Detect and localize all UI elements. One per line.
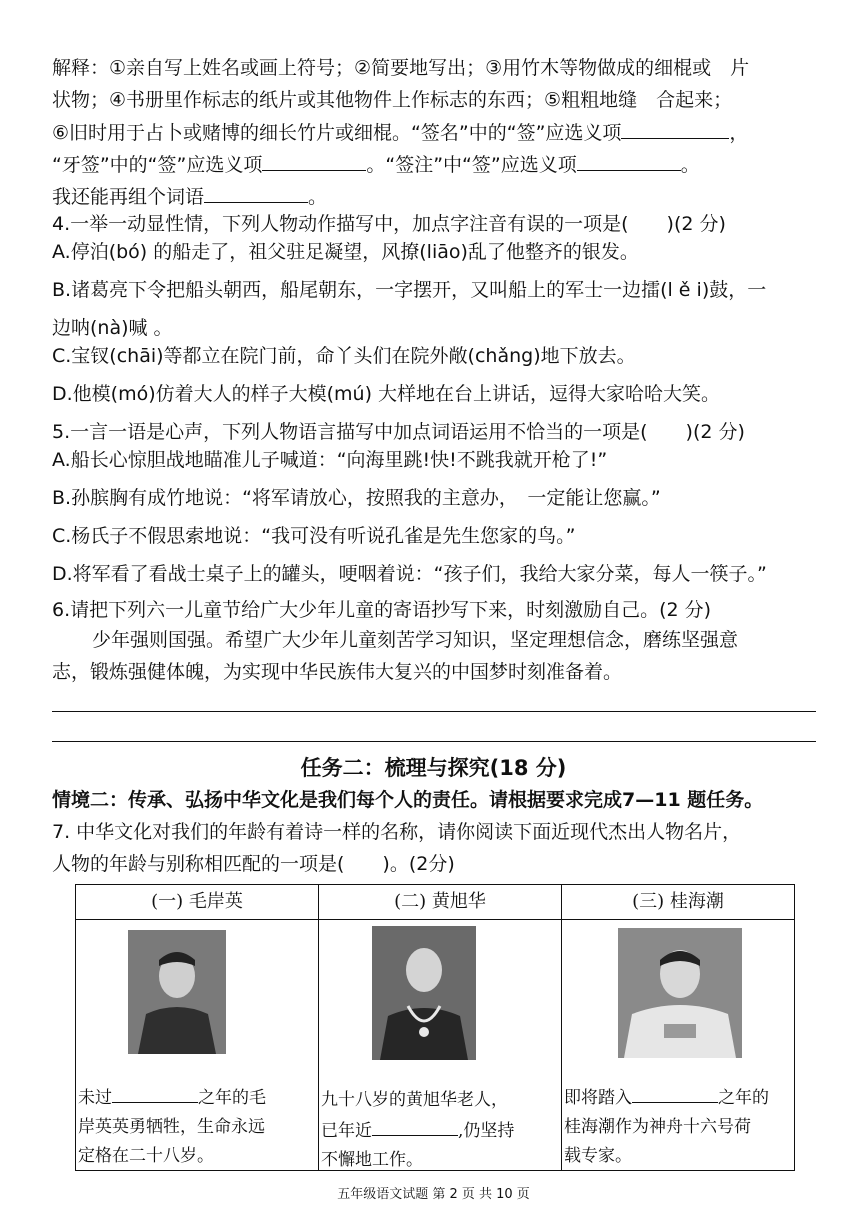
q3-punct: 。 bbox=[680, 154, 700, 176]
q3-text: 我还能再组个词语 bbox=[52, 186, 205, 208]
card-text-part: 桂海潮作为神舟十六号荷 bbox=[564, 1117, 751, 1137]
card-text-part: 载专家。 bbox=[564, 1146, 632, 1166]
q3-definition-line-3 bbox=[52, 118, 748, 147]
card-text-part: 即将踏入 bbox=[564, 1088, 632, 1108]
portrait-image bbox=[372, 926, 476, 1060]
task2-title: 任务二：梳理与探究(18 分) bbox=[300, 756, 567, 780]
q7-stem-line-1: 7. 中华文化对我们的年龄有着诗一样的名称，请你阅读下面近现代杰出人物名片， bbox=[52, 821, 742, 843]
section-divider bbox=[52, 741, 816, 742]
card-gui-haichao bbox=[562, 920, 795, 1171]
portrait-photo bbox=[372, 926, 476, 1060]
card-text-part: 定格在二十八岁。 bbox=[78, 1146, 214, 1166]
card-text-part: ,仍坚持 bbox=[458, 1121, 515, 1141]
q5-stem: 5.一言一语是心声，下列人物语言描写中加点词语运用不恰当的一项是( )(2 分) bbox=[52, 421, 745, 443]
answer-blank-gui-age[interactable] bbox=[632, 1082, 718, 1103]
q5-option-c[interactable]: C.杨氏子不假思索地说：“我可没有听说孔雀是先生您家的鸟。” bbox=[52, 525, 576, 547]
card-text bbox=[564, 1082, 790, 1171]
q5-option-a[interactable]: A.船长心惊胆战地瞄准儿子喊道：“向海里跳!快!不跳我就开枪了!” bbox=[52, 449, 608, 471]
card-text-part: 不懈地工作。 bbox=[321, 1150, 423, 1170]
card-text-part: 已年近 bbox=[321, 1121, 372, 1141]
q4-option-b-line-2[interactable]: 边呐(nà)喊 。 bbox=[52, 317, 173, 339]
q3-text: “牙签”中的“签”应选义项 bbox=[52, 154, 263, 176]
answer-blank-mao-age[interactable] bbox=[112, 1082, 198, 1103]
q3-definition-line-5 bbox=[52, 182, 327, 211]
q5-option-b[interactable]: B.孙膑胸有成竹地说：“将军请放心，按照我的主意办， 一定能让您赢。” bbox=[52, 487, 661, 509]
q3-text: ⑥旧时用于占卜或赌博的细长竹片或细棍。“签名”中的“签”应选义项 bbox=[52, 122, 622, 144]
q6-writing-line[interactable] bbox=[52, 711, 816, 712]
answer-blank-yaqian[interactable] bbox=[262, 150, 366, 171]
card-header-mao-anying: (一) 毛岸英 bbox=[76, 885, 319, 920]
card-mao-anying bbox=[76, 920, 319, 1171]
q6-passage-line-2: 志，锻炼强健体魄，为实现中华民族伟大复兴的中国梦时刻准备着。 bbox=[52, 661, 623, 683]
q4-option-c[interactable]: C.宝钗(chāi)等都立在院门前，命丫头们在院外敞(chǎng)地下放去。 bbox=[52, 345, 636, 367]
q6-stem: 6.请把下列六一儿童节给广大少年儿童的寄语抄写下来，时刻激励自己。(2 分) bbox=[52, 599, 712, 621]
card-text bbox=[78, 1082, 314, 1171]
card-text bbox=[321, 1086, 557, 1175]
q4-option-d[interactable]: D.他模(mó)仿着大人的样子大模(mú) 大样地在台上讲话，逗得大家哈哈大笑。 bbox=[52, 383, 721, 405]
q3-punct: 。 bbox=[308, 186, 328, 208]
q7-stem-line-2: 人物的年龄与别称相匹配的一项是( )。(2分) bbox=[52, 853, 455, 875]
answer-blank-qianzhu[interactable] bbox=[577, 150, 681, 171]
q3-punct: ， bbox=[729, 122, 749, 144]
portrait-photo bbox=[128, 930, 226, 1054]
card-huang-xuhua bbox=[319, 920, 562, 1171]
card-text-part: 九十八岁的黄旭华老人， bbox=[321, 1090, 508, 1110]
q4-stem: 4.一举一动显性情，下列人物动作描写中，加点字注音有误的一项是( )(2 分) bbox=[52, 213, 726, 235]
answer-blank-qianming[interactable] bbox=[621, 118, 729, 139]
answer-blank-huang-age[interactable] bbox=[372, 1115, 458, 1136]
portrait-photo bbox=[618, 928, 742, 1058]
q3-text: 。“签注”中“签”应选义项 bbox=[366, 154, 577, 176]
card-text-part: 之年的毛 bbox=[198, 1088, 266, 1108]
person-cards-table bbox=[75, 884, 795, 1171]
card-header-huang-xuhua: (二) 黄旭华 bbox=[319, 885, 562, 920]
card-text-part: 岸英英勇牺牲，生命永远 bbox=[78, 1117, 265, 1137]
q3-definition-line-1: 解释：①亲自写上姓名或画上符号；②简要地写出；③用竹木等物做成的细棍或 片 bbox=[52, 57, 750, 79]
q4-option-a[interactable]: A.停泊(bó) 的船走了，祖父驻足凝望，风撩(liāo)乱了他整齐的银发。 bbox=[52, 241, 639, 263]
card-text-part: 之年的 bbox=[718, 1088, 769, 1108]
portrait-image bbox=[128, 930, 226, 1054]
portrait-image bbox=[618, 928, 742, 1058]
card-header-gui-haichao: (三) 桂海潮 bbox=[562, 885, 795, 920]
page-footer: 五年级语文试题 第 2 页 共 10 页 bbox=[337, 1187, 530, 1202]
q3-definition-line-4 bbox=[52, 150, 700, 179]
q4-option-b-line-1[interactable]: B.诸葛亮下令把船头朝西，船尾朝东，一字摆开，又叫船上的军士一边擂(l ě i)鼓，一 bbox=[52, 279, 767, 301]
task2-context: 情境二：传承、弘扬中华文化是我们每个人的责任。请根据要求完成7—11 题任务。 bbox=[52, 789, 764, 811]
answer-blank-extra-word[interactable] bbox=[204, 182, 308, 203]
q6-passage-line-1: 少年强则国强。希望广大少年儿童刻苦学习知识，坚定理想信念，磨练坚强意 bbox=[92, 629, 739, 651]
q3-definition-line-2: 状物；④书册里作标志的纸片或其他物件上作标志的东西；⑤粗粗地缝 合起来； bbox=[52, 89, 733, 111]
card-text-part: 未过 bbox=[78, 1088, 112, 1108]
q5-option-d[interactable]: D.将军看了看战士桌子上的罐头，哽咽着说：“孩子们，我给大家分菜，每人一筷子。” bbox=[52, 563, 767, 585]
